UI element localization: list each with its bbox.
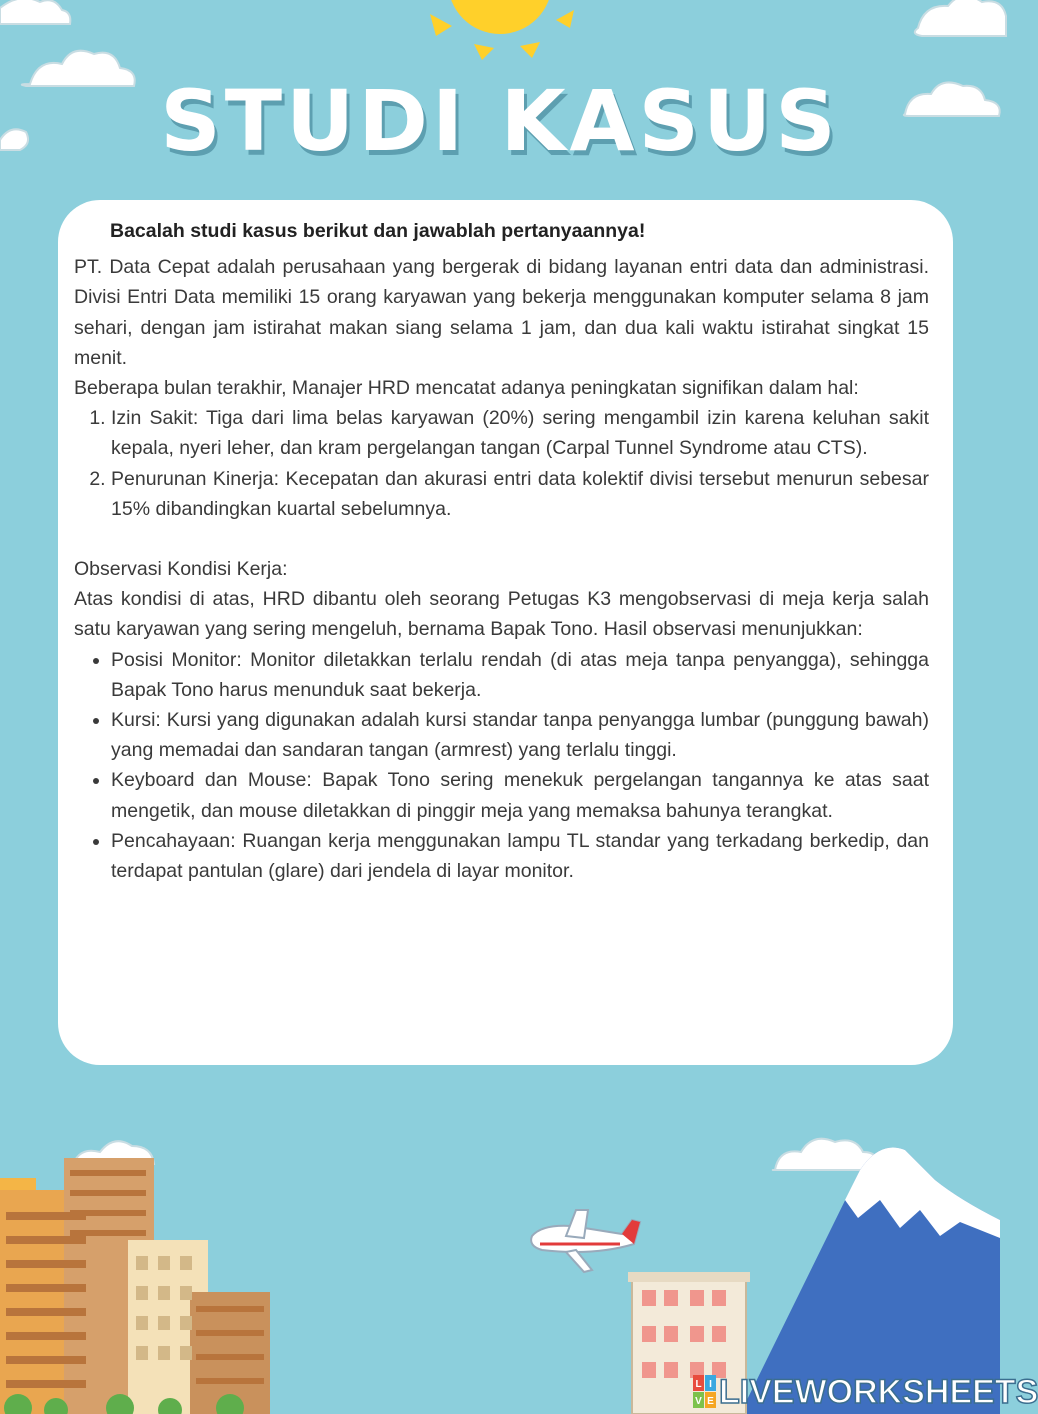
observation-item: • Pencahayaan: Ruangan kerja menggunakan lampu TL standar yang terkadang berkedip, dan terdapat pantulan (glare) dari jendela di layar monitor. [111, 826, 929, 886]
intro-paragraph: PT. Data Cepat adalah perusahaan yang bergerak di bidang layanan entri data dan administrasi. Divisi Entri Data memiliki 15 orang karyawan yang bekerja menggunakan komputer selama 8 jam sehari, dengan jam istirahat makan siang selama 1 jam, dan dua kali waktu istirahat singkat 15 menit. [74, 256, 929, 369]
observation-item: • Kursi: Kursi yang digunakan adalah kursi standar tanpa penyangga lumbar (punggung bawah) yang memadai dan sandaran tangan (armrest) yang terlalu tinggi. [111, 705, 929, 765]
observation-heading: Observasi Kondisi Kerja: [74, 558, 288, 581]
issue-item: 1. Izin Sakit: Tiga dari lima belas karyawan (20%) sering mengambil izin karena keluhan sakit kepala, nyeri leher, dan kram pergelangan tangan (Carpal Tunnel Syndrome atau CTS). [111, 403, 929, 463]
case-study-card [58, 200, 953, 1065]
issue-item: 2. Penurunan Kinerja: Kecepatan dan akurasi entri data kolektif divisi tersebut menurun sebesar 15% dibandingkan kuartal sebelumnya. [111, 464, 929, 524]
liveworksheets-logo-icon [693, 1375, 717, 1409]
logo-letter: E [707, 1396, 714, 1407]
instruction-text: Bacalah studi kasus berikut dan jawablah pertanyaannya! [110, 220, 646, 242]
issue-list [74, 403, 929, 524]
sun-icon [430, 0, 574, 60]
logo-letter: L [695, 1379, 702, 1390]
observation-item: • Keyboard dan Mouse: Bapak Tono sering menekuk pergelangan tangannya ke atas saat mengetik, dan mouse diletakkan di pinggir meja yang memaksa bahunya terangkat. [111, 765, 929, 825]
cloud-icon [773, 1139, 878, 1170]
logo-letter: V [695, 1396, 702, 1407]
cloud-icon [915, 0, 1006, 36]
logo-letter: I [709, 1379, 712, 1390]
intro-paragraph: Beberapa bulan terakhir, Manajer HRD mencatat adanya peningkatan signifikan dalam hal: [74, 377, 859, 400]
observation-intro: Atas kondisi di atas, HRD dibantu oleh seorang Petugas K3 mengobservasi di meja kerja salah satu karyawan yang sering mengeluh, bernama Bapak Tono. Hasil observasi menunjukkan: [74, 588, 929, 641]
airplane-icon [531, 1210, 640, 1272]
liveworksheets-watermark[interactable] [693, 1372, 1038, 1412]
observation-item: • Posisi Monitor: Monitor diletakkan terlalu rendah (di atas meja tanpa penyangga), sehingga Bapak Tono harus menunduk saat bekerja. [111, 645, 929, 705]
page-title: STUDI KASUS [160, 72, 840, 170]
watermark-text: LIVEWORKSHEETS [719, 1372, 1038, 1411]
observation-list [74, 645, 929, 887]
